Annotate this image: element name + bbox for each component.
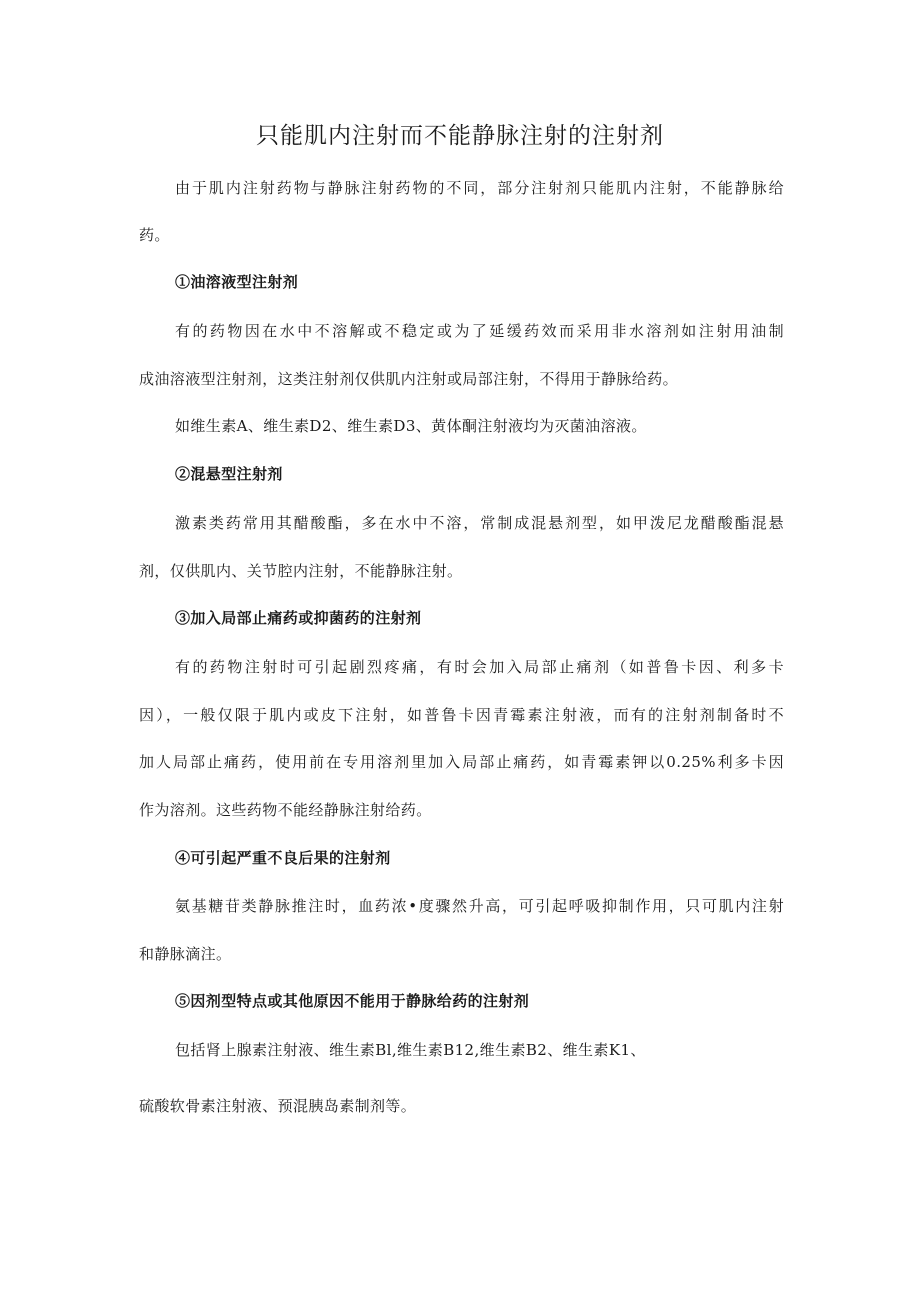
section-1-paragraph-2-line-1: 如维生素A、维生素D2、维生素D3、黄体酮注射液均为灭菌油溶液。 bbox=[175, 417, 647, 435]
intro-line-2: 药。 bbox=[139, 226, 170, 244]
document-title: 只能肌内注射而不能静脉注射的注射剂 bbox=[256, 123, 664, 149]
intro-line-1: 由于肌内注射药物与静脉注射药物的不同，部分注射剂只能肌内注射，不能静脉给 bbox=[175, 179, 784, 197]
section-3-heading: ③加入局部止痛药或抑菌药的注射剂 bbox=[175, 609, 422, 627]
section-2-paragraph-1-line-2: 剂，仅供肌内、关节腔内注射，不能静脉注射。 bbox=[139, 562, 463, 580]
section-3-paragraph-1-line-1: 有的药物注射时可引起剧烈疼痛，有时会加入局部止痛剂（如普鲁卡因、利多卡 bbox=[175, 658, 784, 676]
section-4-paragraph-1-line-1: 氨基糖苷类静脉推注时，血药浓•度骤然升高，可引起呼吸抑制作用，只可肌内注射 bbox=[175, 897, 784, 915]
section-4-heading: ④可引起严重不良后果的注射剂 bbox=[175, 849, 391, 867]
section-3-paragraph-1-line-2: 因），一般仅限于肌内或皮下注射，如普鲁卡因青霉素注射液，而有的注射剂制备时不 bbox=[139, 706, 784, 724]
section-5-paragraph-1-line-1: 包括肾上腺素注射液、维生素Bl,维生素B12,维生素B2、维生素K1、 bbox=[175, 1041, 646, 1059]
section-5-heading: ⑤因剂型特点或其他原因不能用于静脉给药的注射剂 bbox=[175, 992, 530, 1010]
section-2-heading: ②混悬型注射剂 bbox=[175, 465, 283, 483]
section-3-paragraph-1-line-4: 作为溶剂。这些药物不能经静脉注射给药。 bbox=[139, 801, 432, 819]
section-1-heading: ①油溶液型注射剂 bbox=[175, 273, 299, 291]
section-2-paragraph-1-line-1: 激素类药常用其醋酸酯，多在水中不溶，常制成混悬剂型，如甲泼尼龙醋酸酯混悬 bbox=[175, 514, 784, 532]
section-3-paragraph-1-line-3: 加人局部止痛药，使用前在专用溶剂里加入局部止痛药，如青霉素钾以0.25%利多卡因 bbox=[139, 753, 784, 771]
section-4-paragraph-1-line-2: 和静脉滴注。 bbox=[139, 945, 232, 963]
section-1-paragraph-1-line-1: 有的药物因在水中不溶解或不稳定或为了延缓药效而采用非水溶剂如注射用油制 bbox=[175, 322, 784, 340]
section-1-paragraph-1-line-2: 成油溶液型注射剂，这类注射剂仅供肌内注射或局部注射，不得用于静脉给药。 bbox=[139, 370, 679, 388]
section-5-paragraph-1-line-2: 硫酸软骨素注射液、预混胰岛素制剂等。 bbox=[139, 1097, 417, 1115]
